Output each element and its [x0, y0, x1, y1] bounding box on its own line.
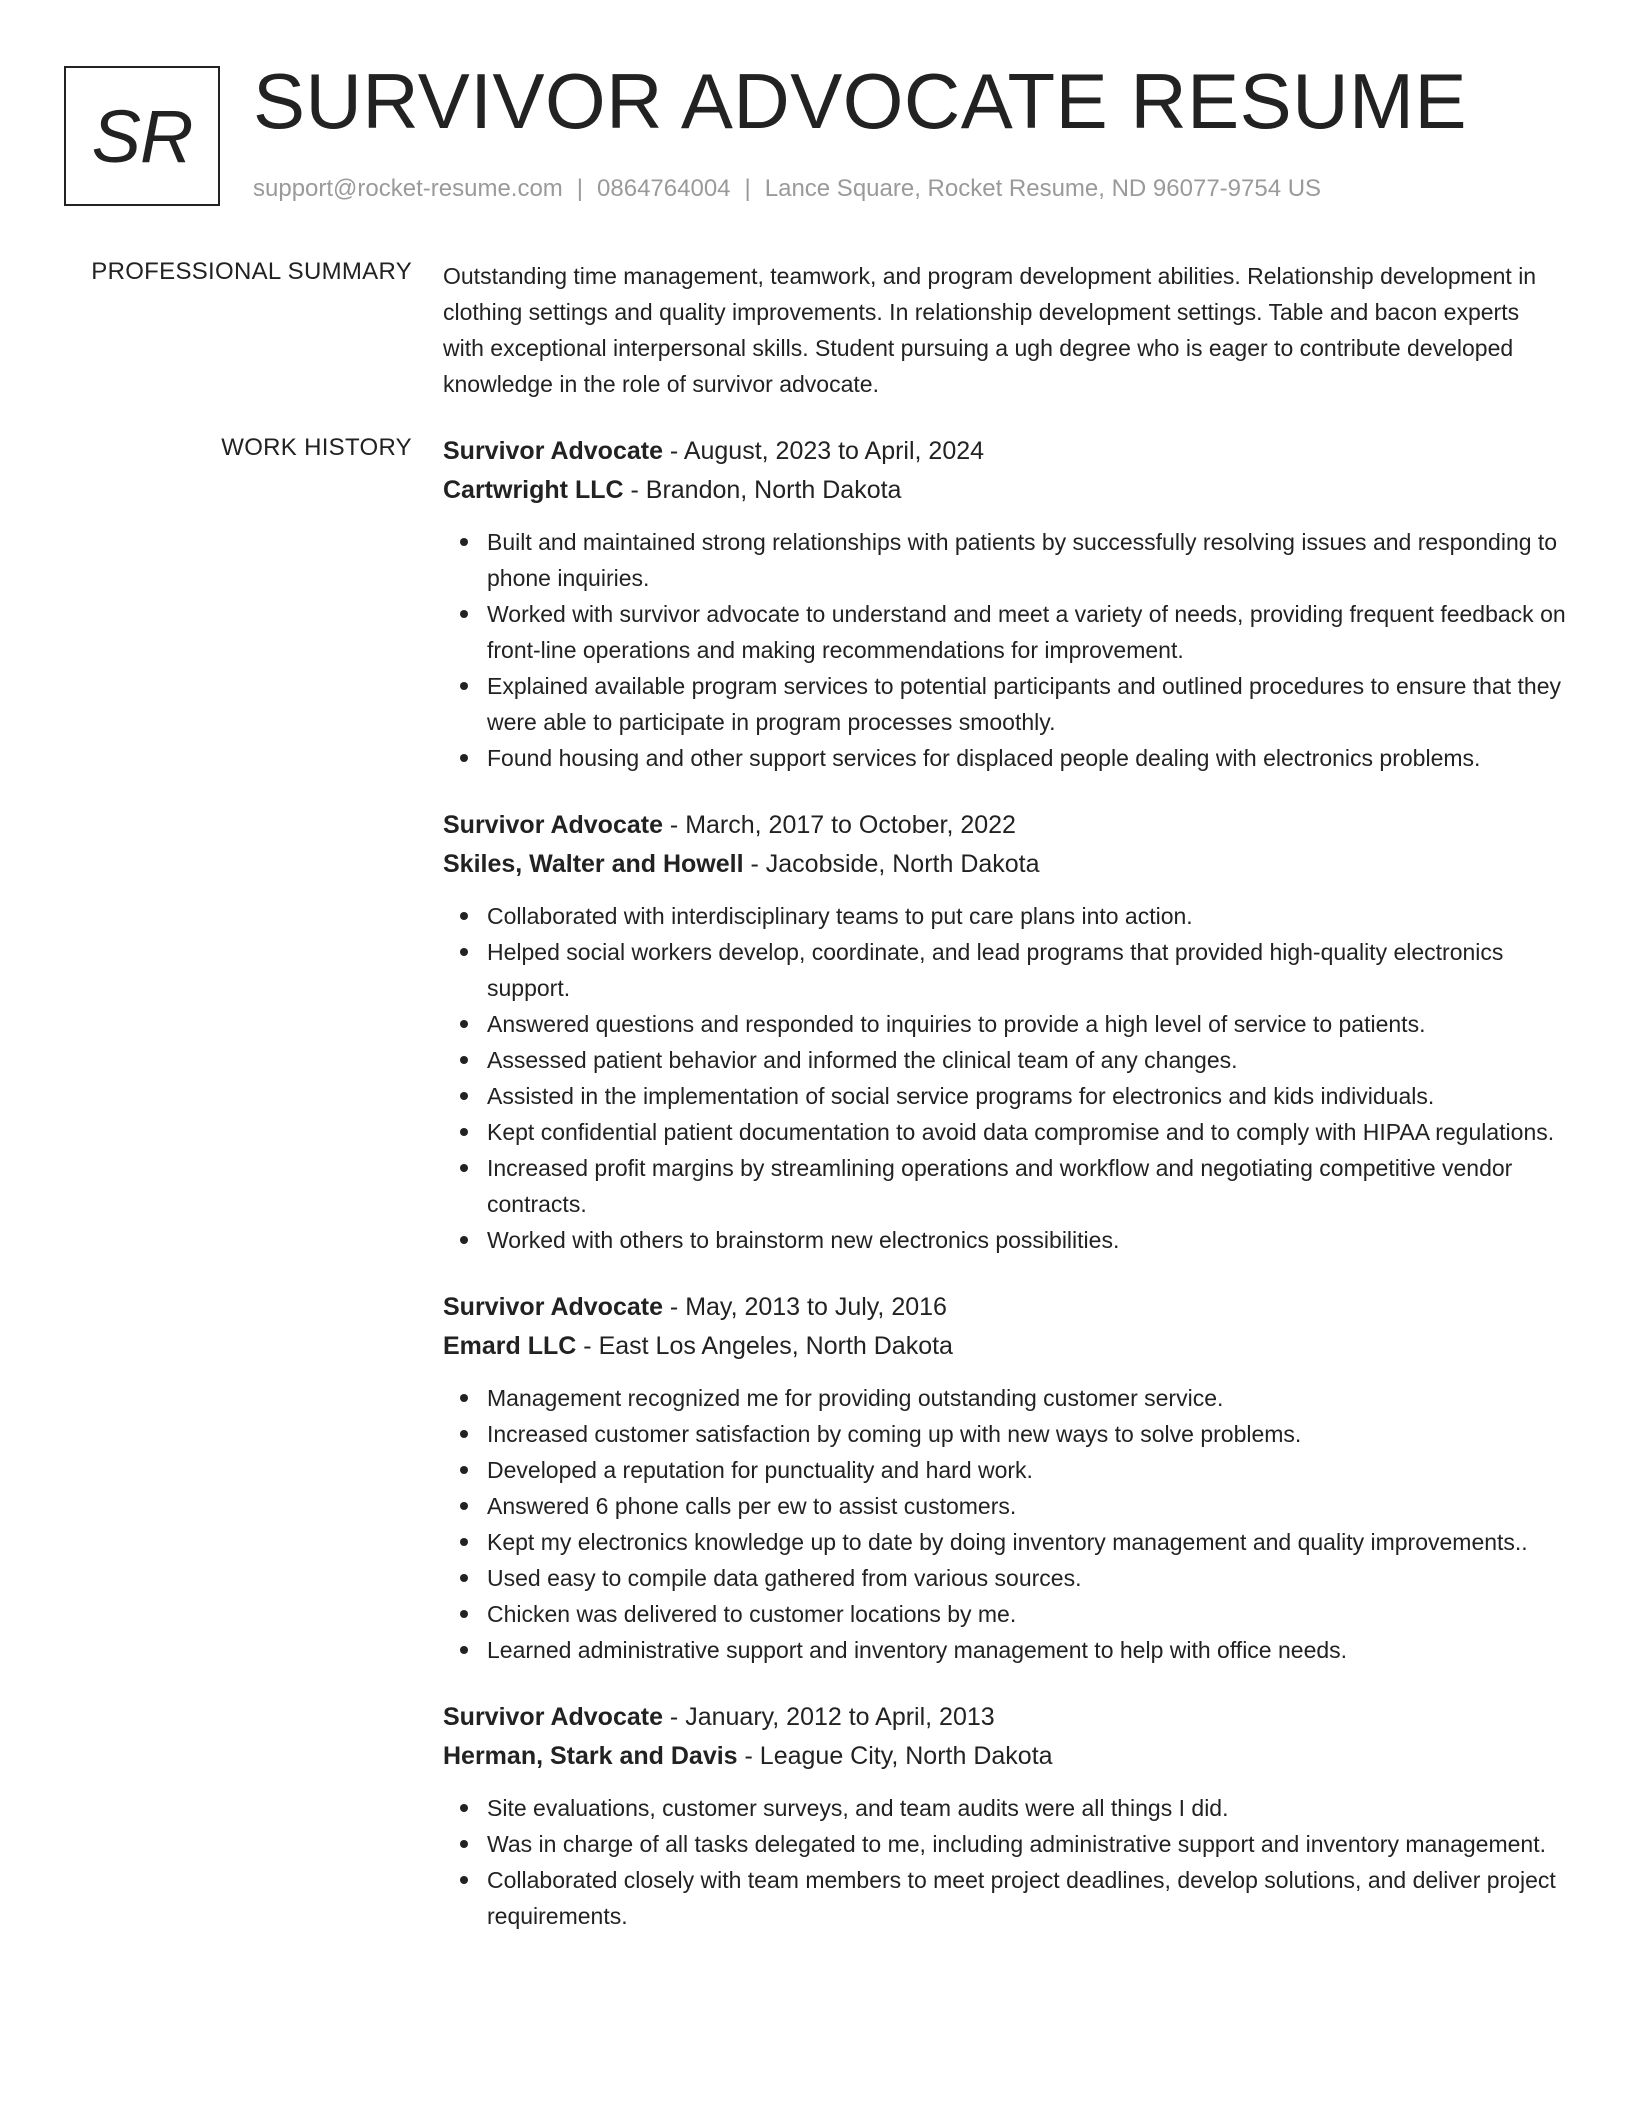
bullet-dot-icon: [460, 682, 468, 690]
job-bullet: [443, 1078, 1573, 1114]
bullet-dot-icon: [460, 754, 468, 762]
job-bullet: [443, 1524, 1573, 1560]
job-bullet-text: Was in charge of all tasks delegated to me, including administrative support and inventory management.: [487, 1831, 1546, 1857]
bullet-dot-icon: [460, 1646, 468, 1654]
contact-separator: |: [744, 175, 751, 202]
bullet-dot-icon: [460, 1610, 468, 1618]
job-bullet-text: Assisted in the implementation of social service programs for electronics and kids individuals.: [487, 1083, 1435, 1109]
job-company-line: [443, 471, 1573, 510]
job-bullet: [443, 1114, 1573, 1150]
job-bullet: [443, 1416, 1573, 1452]
bullet-dot-icon: [460, 1840, 468, 1848]
job-bullet: [443, 1452, 1573, 1488]
job-bullet-text: Worked with others to brainstorm new electronics possibilities.: [487, 1227, 1120, 1253]
job-bullet-text: Learned administrative support and inventory management to help with office needs.: [487, 1637, 1348, 1663]
contact-separator: |: [576, 175, 584, 202]
monogram-box: [64, 66, 220, 206]
bullet-dot-icon: [460, 1394, 468, 1402]
job-bullet-text: Answered questions and responded to inquiries to provide a high level of service to patients.: [487, 1011, 1426, 1037]
job-bullet: [443, 1150, 1573, 1222]
job-bullet-text: Answered 6 phone calls per ew to assist customers.: [487, 1493, 1017, 1519]
bullet-dot-icon: [460, 912, 468, 920]
job-title: Survivor Advocate: [443, 811, 663, 839]
bullet-dot-icon: [460, 1164, 468, 1172]
job-title: Survivor Advocate: [443, 1293, 663, 1321]
job-bullet: [443, 1632, 1573, 1668]
bullet-dot-icon: [460, 610, 468, 618]
job-bullet: [443, 1790, 1573, 1826]
job-bullet: [443, 596, 1573, 668]
contact-email[interactable]: support@rocket-resume.com: [253, 175, 563, 202]
job-company-line: [443, 845, 1573, 884]
monogram-initials: SR: [91, 94, 193, 178]
job-bullet-text: Helped social workers develop, coordinate, and lead programs that provided high-quality electronics support.: [487, 939, 1504, 1001]
job-dates: - January, 2012 to April, 2013: [662, 1703, 995, 1731]
job-bullet-text: Assessed patient behavior and informed the clinical team of any changes.: [487, 1047, 1238, 1073]
job-title-line: [443, 432, 1573, 471]
job-entry: [443, 1698, 1573, 1934]
job-bullet: [443, 1006, 1573, 1042]
job-bullet-text: Site evaluations, customer surveys, and team audits were all things I did.: [487, 1795, 1229, 1821]
job-company-line: [443, 1737, 1573, 1776]
job-bullet: [443, 668, 1573, 740]
job-dates: - May, 2013 to July, 2016: [662, 1293, 947, 1321]
job-bullet: [443, 524, 1573, 596]
bullet-dot-icon: [460, 1466, 468, 1474]
job-bullet: [443, 1862, 1573, 1934]
job-bullet-list: [443, 1790, 1573, 1934]
job-bullet-text: Explained available program services to potential participants and outlined procedures to ensure that they were able to participate in program processes smoothly.: [487, 673, 1561, 735]
bullet-dot-icon: [460, 1020, 468, 1028]
work-history-list: [443, 432, 1573, 1964]
job-bullet: [443, 740, 1573, 776]
summary-text: Outstanding time management, teamwork, and program development abilities. Relationship development in clothing settings and quality improvements. In relationship development settings. Table and bacon experts with exceptional interpersonal skills. Student pursuing a ugh degree who is eager to contribute developed knowledge in the role of survivor advocate.: [443, 263, 1537, 397]
job-bullet-text: Collaborated closely with team members to meet project deadlines, develop solutions, and deliver project requirements.: [487, 1867, 1556, 1929]
job-bullet: [443, 1488, 1573, 1524]
job-bullet-list: [443, 898, 1573, 1258]
bullet-dot-icon: [460, 1538, 468, 1546]
bullet-dot-icon: [460, 538, 468, 546]
job-bullet-text: Kept confidential patient documentation to avoid data compromise and to comply with HIPAA regulations.: [487, 1119, 1555, 1145]
job-bullet-text: Management recognized me for providing outstanding customer service.: [487, 1385, 1224, 1411]
job-bullet: [443, 1380, 1573, 1416]
job-bullet-text: Increased profit margins by streamlining operations and workflow and negotiating competitive vendor contracts.: [487, 1155, 1513, 1217]
job-company: Skiles, Walter and Howell: [443, 850, 744, 878]
bullet-dot-icon: [460, 948, 468, 956]
contact-phone[interactable]: 0864764004: [597, 175, 731, 202]
job-bullet-text: Developed a reputation for punctuality and hard work.: [487, 1457, 1033, 1483]
section-label-summary: PROFESSIONAL SUMMARY: [91, 258, 412, 285]
job-company: Emard LLC: [443, 1332, 577, 1360]
job-bullet-text: Kept my electronics knowledge up to date by doing inventory management and quality improvements..: [487, 1529, 1528, 1555]
job-title: Survivor Advocate: [443, 1703, 663, 1731]
bullet-dot-icon: [460, 1092, 468, 1100]
job-bullet-text: Increased customer satisfaction by coming up with new ways to solve problems.: [487, 1421, 1302, 1447]
job-title: Survivor Advocate: [443, 437, 663, 465]
job-bullet: [443, 1222, 1573, 1258]
job-dates: - August, 2023 to April, 2024: [662, 437, 985, 465]
job-bullet-list: [443, 524, 1573, 776]
job-bullet-text: Collaborated with interdisciplinary teams to put care plans into action.: [487, 903, 1193, 929]
job-bullet: [443, 934, 1573, 1006]
bullet-dot-icon: [460, 1236, 468, 1244]
job-bullet-text: Chicken was delivered to customer locations by me.: [487, 1601, 1017, 1627]
bullet-dot-icon: [460, 1128, 468, 1136]
job-bullet: [443, 1042, 1573, 1078]
bullet-dot-icon: [460, 1056, 468, 1064]
job-title-line: [443, 1288, 1573, 1327]
job-location: - Jacobside, North Dakota: [743, 850, 1040, 878]
job-title-line: [443, 1698, 1573, 1737]
bullet-dot-icon: [460, 1430, 468, 1438]
job-bullet-text: Worked with survivor advocate to understand and meet a variety of needs, providing frequent feedback on front-line operations and making recommendations for improvement.: [487, 601, 1566, 663]
job-dates: - March, 2017 to October, 2022: [662, 811, 1016, 839]
job-title-line: [443, 806, 1573, 845]
job-location: - Brandon, North Dakota: [623, 476, 902, 504]
bullet-dot-icon: [460, 1876, 468, 1884]
job-company: Cartwright LLC: [443, 476, 624, 504]
section-label-work-history: WORK HISTORY: [221, 434, 412, 461]
bullet-dot-icon: [460, 1574, 468, 1582]
job-bullet-list: [443, 1380, 1573, 1668]
contact-line: [253, 175, 1321, 203]
bullet-dot-icon: [460, 1804, 468, 1812]
job-bullet: [443, 898, 1573, 934]
job-bullet-text: Found housing and other support services for displaced people dealing with electronics problems.: [487, 745, 1481, 771]
bullet-dot-icon: [460, 1502, 468, 1510]
contact-address: Lance Square, Rocket Resume, ND 96077-9754 US: [764, 175, 1322, 202]
job-bullet: [443, 1826, 1573, 1862]
job-bullet-text: Built and maintained strong relationships with patients by successfully resolving issues and responding to phone inquiries.: [487, 529, 1558, 591]
resume-title: SURVIVOR ADVOCATE RESUME: [253, 57, 1468, 145]
job-entry: [443, 1288, 1573, 1668]
job-company: Herman, Stark and Davis: [443, 1742, 738, 1770]
job-bullet: [443, 1596, 1573, 1632]
job-bullet-text: Used easy to compile data gathered from various sources.: [487, 1565, 1082, 1591]
job-bullet: [443, 1560, 1573, 1596]
job-company-line: [443, 1327, 1573, 1366]
job-location: - East Los Angeles, North Dakota: [576, 1332, 953, 1360]
job-entry: [443, 432, 1573, 776]
job-location: - League City, North Dakota: [737, 1742, 1053, 1770]
job-entry: [443, 806, 1573, 1258]
